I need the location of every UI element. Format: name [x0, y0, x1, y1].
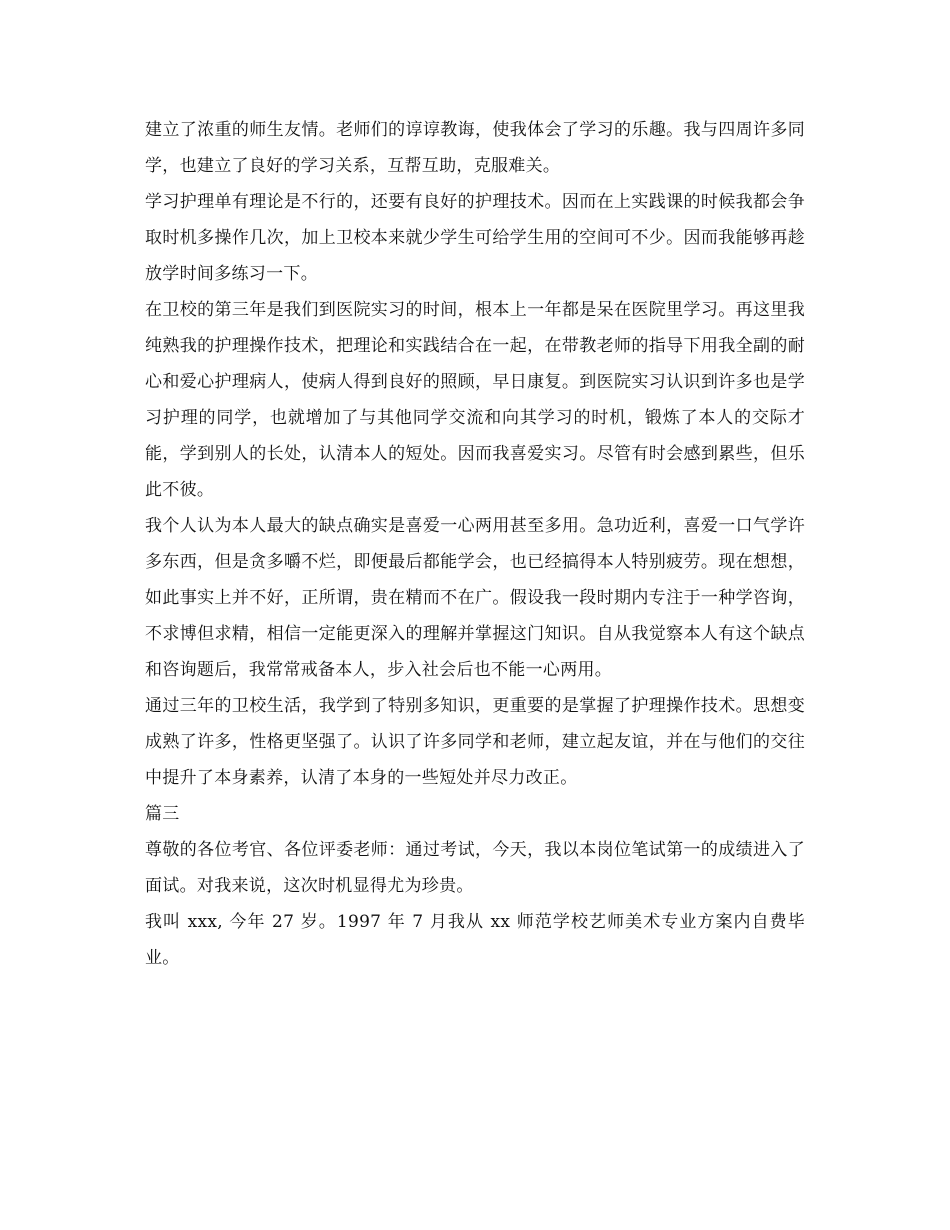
document-body — [145, 112, 805, 976]
paragraph-nursing-skills: 学习护理单有理论是不行的，还要有良好的护理技术。因而在上实践课的时候我都会争取时机多操作几次，加上卫校本来就少学生可给学生用的空间可不少。因而我能够再趁放学时间多练习一下。 — [145, 192, 805, 284]
paragraph-self-introduction: 我叫 xxx, 今年 27 岁。1997 年 7 月我从 xx 师范学校艺师美术专业方案内自费毕业。 — [145, 912, 805, 968]
paragraph-interview-greeting: 尊敬的各位考官、各位评委老师：通过考试，今天，我以本岗位笔试第一的成绩进入了面试。对我来说，这次时机显得尤为珍贵。 — [145, 840, 805, 896]
paragraph-summary: 通过三年的卫校生活，我学到了特别多知识，更重要的是掌握了护理操作技术。思想变成熟了许多，性格更坚强了。认识了许多同学和老师，建立起友谊，并在与他们的交往中提升了本身素养，认清了本身的一些短处并尽力改正。 — [145, 696, 805, 788]
paragraph-hospital-internship: 在卫校的第三年是我们到医院实习的时间，根本上一年都是呆在医院里学习。再这里我纯熟我的护理操作技术，把理论和实践结合在一起，在带教老师的指导下用我全副的耐心和爱心护理病人，使病人得到良好的照顾，早日康复。到医院实习认识到许多也是学习护理的同学，也就增加了与其他同学交流和向其学习的时机，锻炼了本人的交际才能，学到别人的长处，认清本人的短处。因而我喜爱实习。尽管有时会感到累些，但乐此不彼。 — [145, 300, 805, 500]
paragraph-friendship: 建立了浓重的师生友情。老师们的谆谆教诲，使我体会了学习的乐趣。我与四周许多同学，也建立了良好的学习关系，互帮互助，克服难关。 — [145, 120, 805, 176]
paragraph-shortcomings: 我个人认为本人最大的缺点确实是喜爱一心两用甚至多用。急功近利，喜爱一口气学许多东西，但是贪多嚼不烂，即便最后都能学会，也已经搞得本人特别疲劳。现在想想，如此事实上并不好，正所谓，贵在精而不在广。假设我一段时期内专注于一种学咨询，不求博但求精，相信一定能更深入的理解并掌握这门知识。自从我觉察本人有这个缺点和咨询题后，我常常戒备本人，步入社会后也不能一心两用。 — [145, 516, 805, 680]
section-heading: 篇三 — [145, 804, 180, 824]
